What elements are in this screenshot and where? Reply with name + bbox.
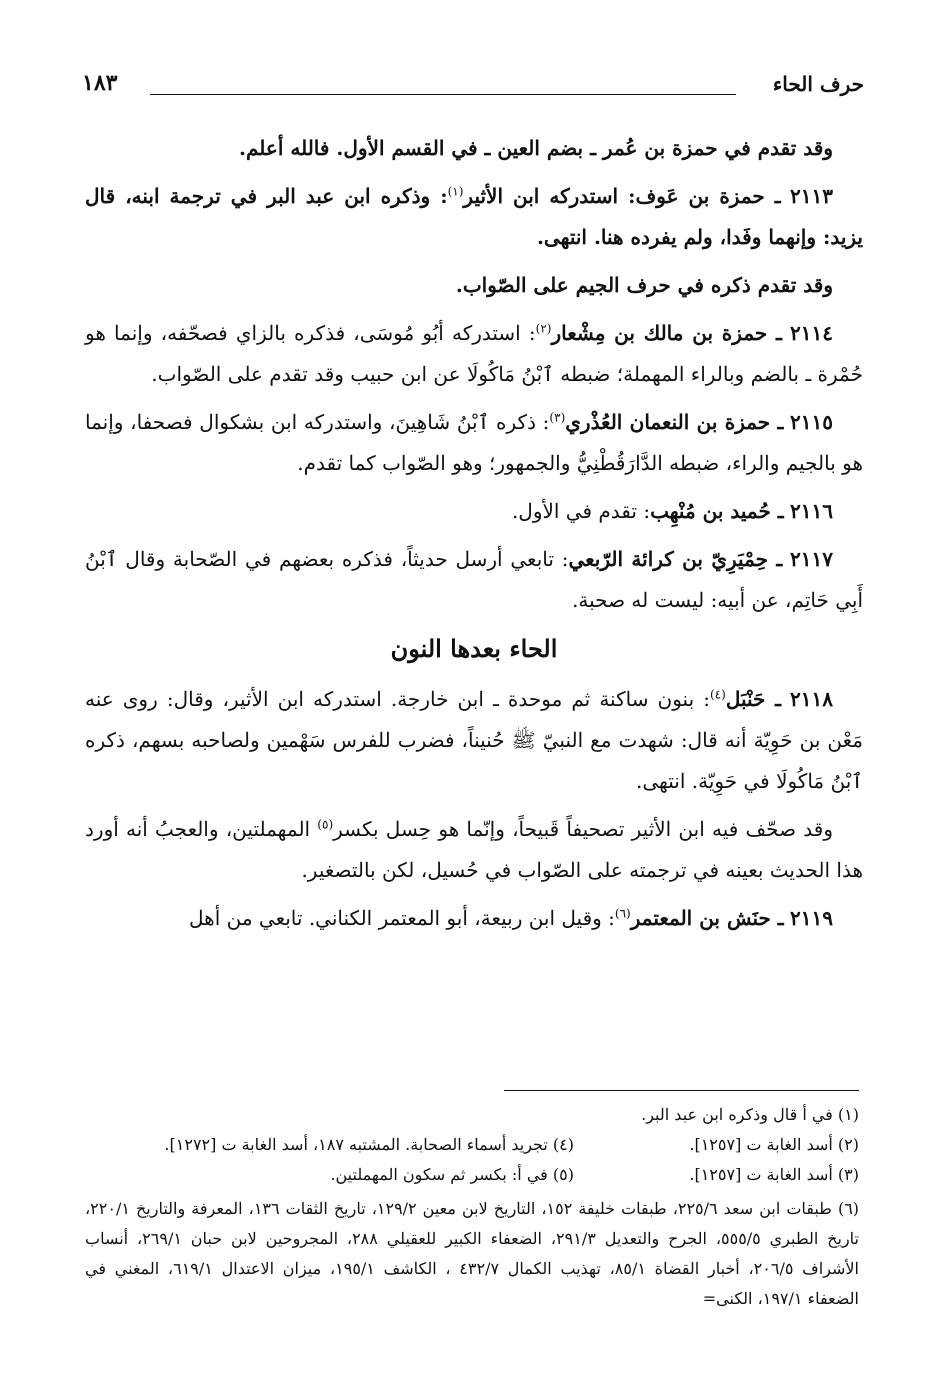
entry-name: حِمْيَرِيّ بن كرائة الرّبعي <box>568 547 769 571</box>
entry-text: : بنون ساكنة ثم موحدة ـ ابن خارجة. استدركه ابن الأثير، وقال: روى عنه مَعْن بن حَوِيّة أنه قال: شهدت مع النبيّ ﷺ حُنيناً، فضرب للفرس سَهْمين ولصاحبه بسهم، ذكره ٱبْنُ مَاكُولَا في حَوِيّة. انتهى. <box>85 687 863 793</box>
entry-number: ٢١١٦ <box>790 499 833 523</box>
entry-number: ٢١١٥ <box>790 410 834 434</box>
entry-text: : وذكره ابن عبد البر في ترجمة ابنه، قال يزيد: وإنهما وفَدا، ولم يفرده هنا. انتهى. <box>85 184 863 249</box>
entry-text: : ذكره ٱبْنُ شَاهِينَ، واستدركه ابن بشكوال فصحفا، وإنما هو بالجيم والراء، ضبطه الدَّارَقُطْنِيُّ والجمهور؛ وهو الصّواب كما تقدم. <box>85 410 863 475</box>
paragraph-text: المهملتين، والعجبُ أنه أورد هذا الحديث بعينه في ترجمته على الصّواب في حُسيل، لكن بالتصغير. <box>85 817 863 882</box>
paragraph-text: وقد تقدم في حمزة بن عُمر ـ بضم العين ـ في القسم الأول. فالله أعلم. <box>239 136 833 160</box>
entry-2116: ٢١١٦ ـ حُميد بن مُنْهِب: تقدم في الأول. <box>511 499 833 523</box>
header-rule <box>150 94 736 95</box>
entry-number: ٢١١٣ <box>790 184 834 208</box>
paragraph-continuation <box>85 128 863 169</box>
entry-text: : تقدم في الأول. <box>511 499 651 523</box>
entry-name: حمزة بن مالك بن مِشْعار <box>551 321 768 345</box>
footnote-row <box>85 1100 859 1130</box>
entry-2118: ٢١١٨ ـ حَنْبَل$^{(٤)}$: بنون ساكنة ثم موحدة ـ ابن خارجة. استدركه ابن الأثير، وقال: روى عنه مَعْن بن حَوِيّة أنه قال: شهدت مع النبيّ ﷺ حُنيناً، فضرب للفرس سَهْمين ولصاحبه بسهم، ذكره ٱبْنُ مَاكُولَا في حَوِيّة. انتهى. <box>85 687 863 793</box>
footnote-row <box>85 1160 859 1190</box>
footnote-ref: (١) <box>447 184 464 199</box>
footnote-ref: (٤) <box>709 687 726 702</box>
footnote-ref: (٥) <box>317 817 334 832</box>
main-text <box>85 128 863 946</box>
footnotes <box>85 1100 859 1314</box>
entry-2117: ٢١١٧ ـ حِمْيَرِيّ بن كرائة الرّبعي: تابعي أرسل حديثاً، فذكره بعضهم في الصّحابة وقال ٱبْنُ أَبِي حَاتِم، عن أبيه: ليست له صحبة. <box>85 547 863 612</box>
running-header <box>82 68 864 108</box>
entry-number: ٢١١٨ <box>790 687 834 711</box>
entry-text: : وقيل ابن ربيعة، أبو المعتمر الكناني. تابعي من أهل <box>189 906 615 930</box>
paragraph-text: وقد تقدم ذكره في حرف الجيم على الصّواب. <box>455 273 833 297</box>
footnote-6: (٦) طبقات ابن سعد ٢٢٥/٦، طبقات خليفة ١٥٢، التاريخ لابن معين ١٢٩/٢، تاريخ الثقات ١٣٦، المعرفة والتاريخ ٢٢٠/١، تاريخ الطبري ٥٥٥/٥، الجرح والتعديل ٢٩١/٣، الضعفاء الكبير للعقيلي ٢٨٨، المجروحين لابن حبان ٢٦٩/١، أنساب الأشراف ٢٠٦/٥، أخبار القضاة ٨٥/١، تهذيب الكمال ٤٣٢/٧ ، الكاشف ١٩٥/١، ميزان الاعتدال ٦١٩/١، المغني في الضعفاء ١٩٧/١، الكنى= <box>85 1199 860 1308</box>
paragraph-note <box>85 265 863 306</box>
footnote-5: (٥) في أ: بكسر ثم سكون المهملتين. <box>330 1165 574 1184</box>
paragraph-remark <box>85 809 863 891</box>
section-heading: الحاء بعدها النون <box>390 634 558 663</box>
chapter-title: حرف الحاء <box>772 72 864 96</box>
entry-name: حنَش بن المعتمر <box>630 906 771 930</box>
footnote-3: (٣) أسد الغابة ت [١٢٥٧]. <box>689 1165 859 1184</box>
footnote-divider <box>504 1090 859 1091</box>
entry-text: : استدركه ابن الأثير <box>463 184 636 208</box>
footnote-2: (٢) أسد الغابة ت [١٢٥٧]. <box>689 1135 859 1154</box>
page-number: ١٨٣ <box>82 70 118 96</box>
entry-2114: ٢١١٤ ـ حمزة بن مالك بن مِشْعار$^{(٢)}$: استدركه أبُو مُوسَى، فذكره بالزاي فصحّفه، وإنما هو حُمْرة ـ بالضم وبالراء المهملة؛ ضبطه ٱبْنُ مَاكُولَا عن ابن حبيب وقد تقدم على الصّواب. <box>85 321 863 386</box>
footnote-ref: (٦) <box>614 906 631 921</box>
footnote-ref: (٢) <box>535 321 552 336</box>
footnote-row <box>85 1130 859 1160</box>
entry-2113: ٢١١٣ ـ حمزة بن عَوف: استدركه ابن الأثير$^{(١)}$: وذكره ابن عبد البر في ترجمة ابنه، قال يزيد: وإنهما وفَدا، ولم يفرده هنا. انتهى. <box>85 184 863 249</box>
entry-text: : تابعي أرسل حديثاً، فذكره بعضهم في الصّحابة وقال ٱبْنُ أَبِي حَاتِم، عن أبيه: ليست له صحبة. <box>85 547 863 612</box>
entry-name: حَنْبَل <box>725 687 766 711</box>
footnote-1: (١) في أ قال وذكره ابن عبد البر. <box>641 1105 859 1124</box>
entry-2119: ٢١١٩ ـ حنَش بن المعتمر$^{(٦)}$: وقيل ابن ربيعة، أبو المعتمر الكناني. تابعي من أهل <box>189 906 833 930</box>
entry-number: ٢١١٧ <box>790 547 834 571</box>
entry-name: حُميد بن مُنْهِب <box>650 499 771 523</box>
footnote-4: (٤) تجريد أسماء الصحابة. المشتبه ١٨٧، أسد الغابة ت [١٢٧٢]. <box>164 1135 574 1154</box>
entry-name: حمزة بن النعمان العُذْري <box>565 410 771 434</box>
entry-number: ٢١١٤ <box>790 321 833 345</box>
paragraph-text: وقد صحّف فيه ابن الأثير تصحيفاً قَبيحاً، وإنّما هو حِسل بكسر <box>333 817 833 841</box>
entry-name: حمزة بن عَوف <box>635 184 765 208</box>
entry-2115: ٢١١٥ ـ حمزة بن النعمان العُذْري$^{(٣)}$: ذكره ٱبْنُ شَاهِينَ، واستدركه ابن بشكوال فصحفا، وإنما هو بالجيم والراء، ضبطه الدَّارَقُطْنِيُّ والجمهور؛ وهو الصّواب كما تقدم. <box>85 410 863 475</box>
entry-number: ٢١١٩ <box>790 906 833 930</box>
entry-text: : استدركه أبُو مُوسَى، فذكره بالزاي فصحّفه، وإنما هو حُمْرة ـ بالضم وبالراء المهملة؛ ضبطه ٱبْنُ مَاكُولَا عن ابن حبيب وقد تقدم على الصّواب. <box>85 321 863 386</box>
footnote-ref: (٣) <box>549 410 566 425</box>
